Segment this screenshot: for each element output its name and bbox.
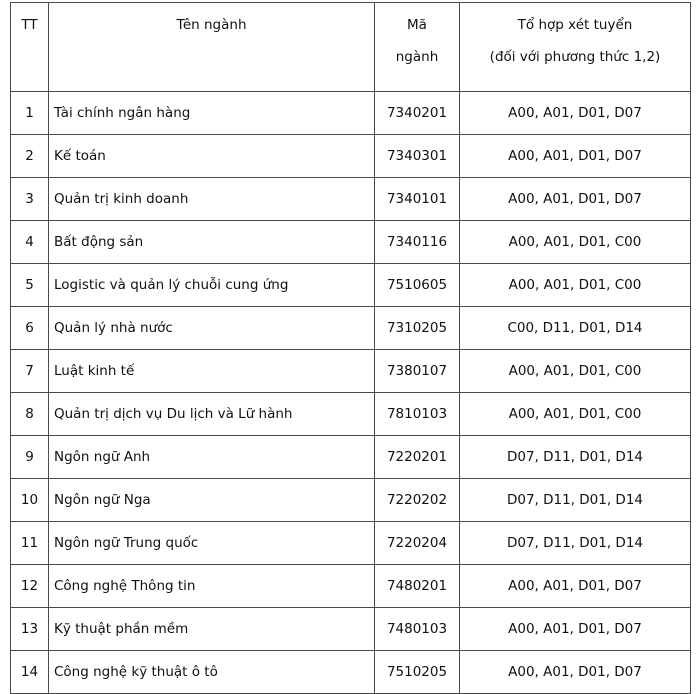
admissions-table [10,2,691,694]
header-code-line1: Mã [407,17,427,33]
cell-major-name: Luật kinh tế [49,350,375,393]
cell-tt: 13 [11,608,49,651]
cell-subject-combination: A00, A01, D01, D07 [460,565,691,608]
cell-major-name: Ngôn ngữ Nga [49,479,375,522]
cell-tt: 2 [11,135,49,178]
cell-major-code: 7340201 [375,92,460,135]
cell-subject-combination: A00, A01, D01, D07 [460,608,691,651]
cell-tt: 5 [11,264,49,307]
table-row [11,565,691,608]
table-body [11,92,691,694]
cell-subject-combination: C00, D11, D01, D14 [460,307,691,350]
cell-major-name: Ngôn ngữ Trung quốc [49,522,375,565]
cell-major-name: Kỹ thuật phần mềm [49,608,375,651]
table-row [11,651,691,694]
cell-major-code: 7480201 [375,565,460,608]
cell-subject-combination: D07, D11, D01, D14 [460,436,691,479]
table-row [11,479,691,522]
cell-major-code: 7510605 [375,264,460,307]
table-header [11,3,691,92]
cell-subject-combination: A00, A01, D01, C00 [460,264,691,307]
header-tt-label: TT [21,17,38,33]
cell-major-name: Quản trị dịch vụ Du lịch và Lữ hành [49,393,375,436]
table-row [11,221,691,264]
header-code [375,3,460,92]
table-row [11,436,691,479]
table-row [11,178,691,221]
cell-major-name: Công nghệ Thông tin [49,565,375,608]
cell-tt: 1 [11,92,49,135]
cell-tt: 6 [11,307,49,350]
cell-tt: 14 [11,651,49,694]
cell-major-code: 7480103 [375,608,460,651]
cell-subject-combination: A00, A01, D01, D07 [460,651,691,694]
cell-major-code: 7340101 [375,178,460,221]
cell-tt: 7 [11,350,49,393]
table-row [11,393,691,436]
cell-tt: 4 [11,221,49,264]
cell-major-name: Tài chính ngân hàng [49,92,375,135]
cell-subject-combination: D07, D11, D01, D14 [460,479,691,522]
cell-subject-combination: A00, A01, D01, C00 [460,350,691,393]
cell-tt: 8 [11,393,49,436]
table-row [11,608,691,651]
header-combination-line2: (đối với phương thức 1,2) [489,49,661,65]
cell-major-name: Kế toán [49,135,375,178]
cell-major-code: 7310205 [375,307,460,350]
cell-subject-combination: A00, A01, D01, C00 [460,221,691,264]
cell-subject-combination: A00, A01, D01, D07 [460,92,691,135]
table-row [11,522,691,565]
cell-major-name: Công nghệ kỹ thuật ô tô [49,651,375,694]
cell-major-name: Bất động sản [49,221,375,264]
table-row [11,307,691,350]
cell-major-name: Quản trị kinh doanh [49,178,375,221]
cell-major-name: Quản lý nhà nước [49,307,375,350]
cell-major-code: 7220201 [375,436,460,479]
header-tt [11,3,49,92]
header-name-label: Tên ngành [176,17,247,33]
cell-tt: 9 [11,436,49,479]
cell-major-code: 7340301 [375,135,460,178]
cell-major-code: 7510205 [375,651,460,694]
cell-tt: 11 [11,522,49,565]
cell-subject-combination: A00, A01, D01, C00 [460,393,691,436]
cell-major-code: 7810103 [375,393,460,436]
header-code-line2: ngành [395,49,439,65]
cell-major-name: Logistic và quản lý chuỗi cung ứng [49,264,375,307]
header-combination-line1: Tổ hợp xét tuyển [517,17,633,33]
header-name [49,3,375,92]
table-row [11,264,691,307]
header-combination [460,3,691,92]
cell-tt: 3 [11,178,49,221]
cell-major-code: 7340116 [375,221,460,264]
cell-subject-combination: D07, D11, D01, D14 [460,522,691,565]
table-row [11,350,691,393]
cell-tt: 10 [11,479,49,522]
cell-tt: 12 [11,565,49,608]
table-row [11,92,691,135]
table-row [11,135,691,178]
cell-major-name: Ngôn ngữ Anh [49,436,375,479]
admissions-table-container [10,2,691,694]
cell-subject-combination: A00, A01, D01, D07 [460,178,691,221]
header-row [11,3,691,92]
cell-subject-combination: A00, A01, D01, D07 [460,135,691,178]
cell-major-code: 7220202 [375,479,460,522]
cell-major-code: 7220204 [375,522,460,565]
cell-major-code: 7380107 [375,350,460,393]
